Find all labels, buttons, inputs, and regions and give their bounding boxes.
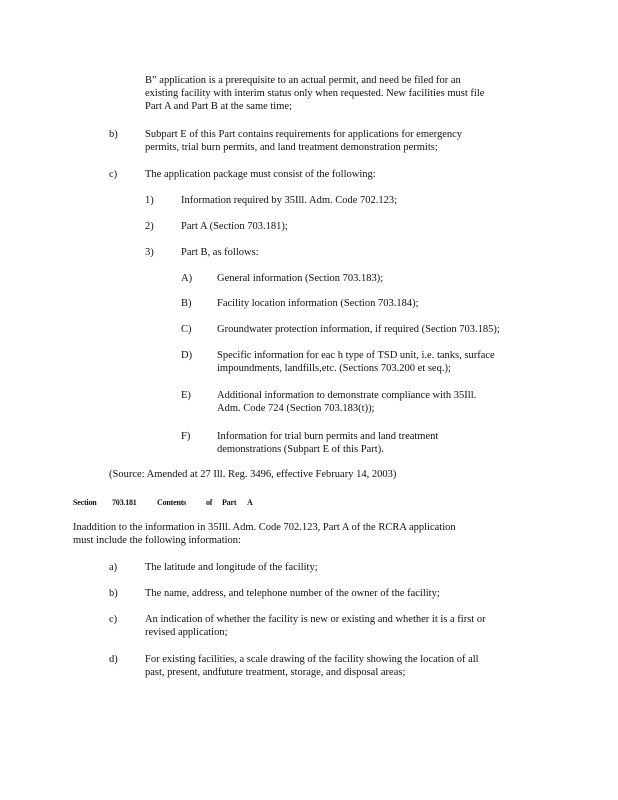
sub-sub-item-text xyxy=(217,349,557,375)
sub-sub-item-label: A) xyxy=(181,273,193,284)
intro-line: Inaddition to the information in 35Ill. Adm. Code 702.123, Part A of the RCRA application xyxy=(73,522,456,533)
sub-item-text: Information required by 35Ill. Adm. Code 702.123; xyxy=(181,195,398,206)
item-line: Adm. Code 724 (Section 703.183(t)); xyxy=(217,403,375,414)
sub-sub-item-label: C) xyxy=(181,324,192,335)
item-line: impoundments, landfills,etc. (Sections 703.200 et seq.); xyxy=(217,363,451,374)
sub-item-label: 1) xyxy=(145,195,154,206)
sub-sub-item-label: B) xyxy=(181,298,192,309)
item-line: General information (Section 703.183); xyxy=(217,273,384,284)
section-title-word: Contents xyxy=(157,498,187,507)
section-intro xyxy=(73,521,553,547)
item-line: Information for trial burn permits and land treatment xyxy=(217,431,439,442)
item-text xyxy=(145,613,545,639)
intro-line: B” application is a prerequisite to an actual permit, and need be filed for an xyxy=(145,75,461,86)
intro-line: Part A and Part B at the same time; xyxy=(145,101,292,112)
sub-item-text: Part A (Section 703.181); xyxy=(181,221,288,232)
sub-item-text: Part B, as follows: xyxy=(181,247,259,258)
item-label: c) xyxy=(109,614,118,625)
item-text xyxy=(145,128,545,154)
section-title-word: Part xyxy=(222,498,237,507)
item-text xyxy=(145,653,545,679)
section-word: Section xyxy=(73,498,97,507)
intro-line: must include the following information: xyxy=(73,535,241,546)
section-title-word: A xyxy=(247,498,253,507)
item-line: Subpart E of this Part contains requirements for applications for emergency xyxy=(145,129,463,140)
sub-sub-item-label: F) xyxy=(181,431,191,442)
source-note: (Source: Amended at 27 Ill. Reg. 3496, effective February 14, 2003) xyxy=(109,469,397,480)
item-line: Facility location information (Section 703.184); xyxy=(217,298,419,309)
intro-paragraph xyxy=(145,74,545,113)
sub-sub-item-text xyxy=(217,430,547,456)
item-text xyxy=(145,587,545,600)
sub-sub-item-text xyxy=(217,272,547,285)
item-line: Groundwater protection information, if required (Section 703.185); xyxy=(217,324,500,335)
sub-sub-item-text xyxy=(217,297,547,310)
item-label: c) xyxy=(109,169,118,180)
item-line: The application package must consist of the following: xyxy=(145,169,376,180)
item-label: d) xyxy=(109,654,118,665)
item-line: An indication of whether the facility is new or existing and whether it is a first or xyxy=(145,614,486,625)
item-text xyxy=(145,168,545,181)
item-line: permits, trial burn permits, and land treatment demonstration permits; xyxy=(145,142,438,153)
sub-sub-item-label: D) xyxy=(181,350,193,361)
item-line: Specific information for eac h type of TSD unit, i.e. tanks, surface xyxy=(217,350,495,361)
item-line: revised application; xyxy=(145,627,228,638)
item-line: The name, address, and telephone number of the owner of the facility; xyxy=(145,588,440,599)
item-line: The latitude and longitude of the facility; xyxy=(145,562,318,573)
sub-item-label: 3) xyxy=(145,247,154,258)
intro-line: existing facility with interim status only when requested. New facilities must file xyxy=(145,88,485,99)
item-line: past, present, andfuture treatment, storage, and disposal areas; xyxy=(145,667,406,678)
item-text xyxy=(145,561,545,574)
item-label: b) xyxy=(109,129,118,140)
item-label: a) xyxy=(109,562,118,573)
section-number: 703.181 xyxy=(112,498,137,507)
sub-sub-item-text xyxy=(217,323,557,336)
sub-item-label: 2) xyxy=(145,221,154,232)
section-title-word: of xyxy=(206,498,213,507)
sub-sub-item-text xyxy=(217,389,547,415)
item-label: b) xyxy=(109,588,118,599)
item-line: For existing facilities, a scale drawing of the facility showing the location of all xyxy=(145,654,479,665)
item-line: demonstrations (Subpart E of this Part). xyxy=(217,444,384,455)
sub-sub-item-label: E) xyxy=(181,390,191,401)
item-line: Additional information to demonstrate compliance with 35Ill. xyxy=(217,390,477,401)
